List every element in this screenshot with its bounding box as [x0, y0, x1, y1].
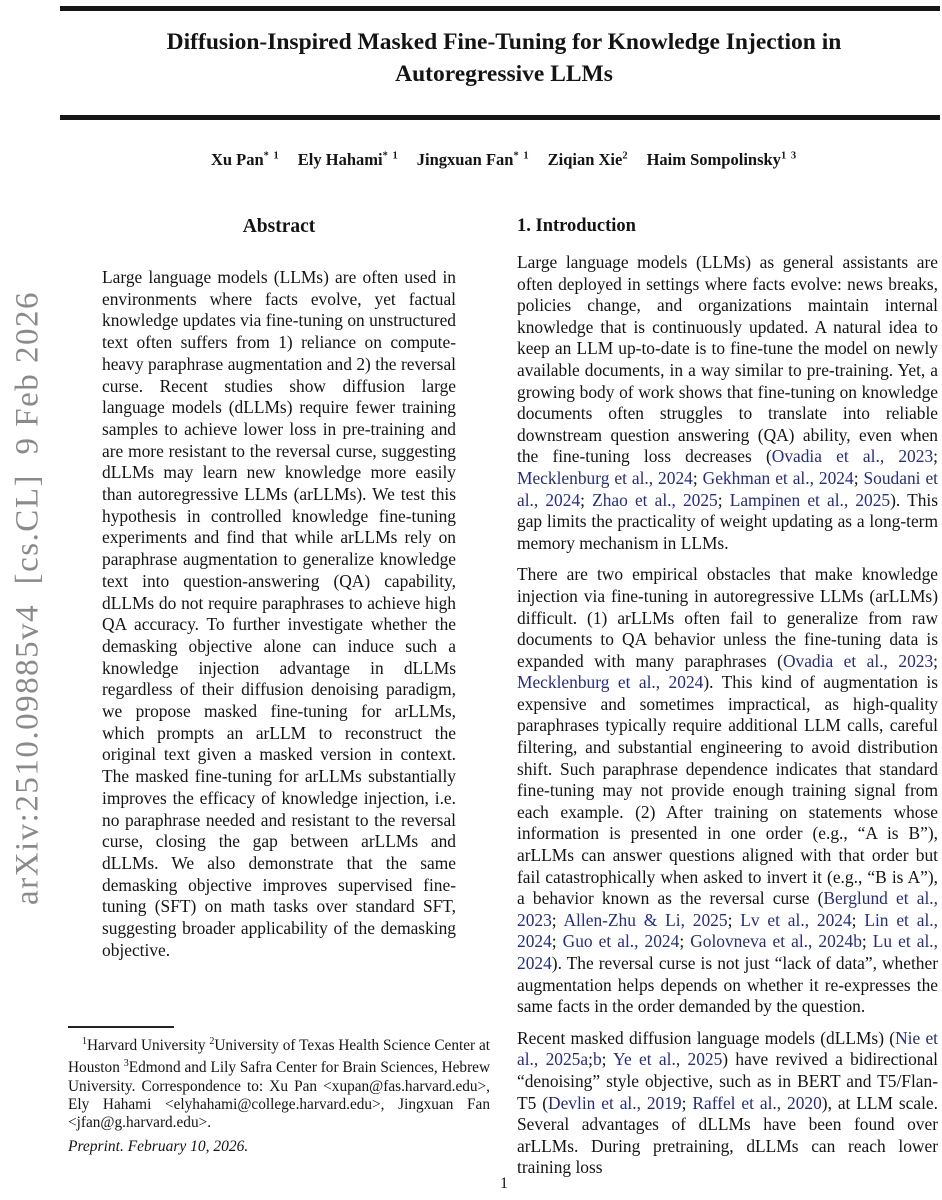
text-run: Large language models (LLMs) as general assistants are often deployed in settings where facts evolve: news breaks, policies change, and organizations maintain internal knowledge that is continuously updated. A natural idea to keep an LLM up-to-date is to fine-tune the model on newly available documents, in a way similar to pre-training. Yet, a growing body of work shows that fine-tuning on knowledge documents often struggles to translate into reliable downstream question answering (QA) ability, even when the fine-tuning loss decreases ( — [517, 252, 938, 467]
text-run: ), at LLM scale. Several advantages of dLLMs have been found over arLLMs. During pretraining, dLLMs can reach lower training loss — [517, 1092, 938, 1178]
citation-link[interactable]: Ovadia et al., 2023 — [782, 650, 934, 671]
author-name: Ely Hahami — [297, 150, 383, 169]
author-name: Xu Pan — [210, 150, 264, 169]
citation-link[interactable]: b — [592, 1049, 602, 1070]
title-rule — [60, 115, 940, 120]
author — [211, 150, 280, 169]
citation-link[interactable]: Berglund et al., 2023 — [517, 888, 938, 930]
citation-link[interactable]: Nie et al., 2025a — [517, 1027, 938, 1070]
citation-link[interactable]: Lv et al., 2024 — [740, 909, 852, 930]
page-number: 1 — [500, 1175, 508, 1192]
author-name: Ziqian Xie — [547, 150, 623, 169]
footnote-marker: 1 — [82, 1036, 87, 1047]
citation-link[interactable]: Mecklenburg et al., 2024 — [517, 467, 693, 488]
text-run: There are two empirical obstacles that make knowledge injection via fine-tuning in autoregressive LLMs (arLLMs) difficult. (1) arLLMs often fail to generalize from raw documents to QA behavior unless the fine-tuning data is expanded with many paraphrases ( — [517, 564, 938, 671]
text-run: ; — [551, 931, 563, 952]
author — [647, 150, 797, 169]
arxiv-banner: arXiv:2510.09885v4 [cs.CL] 9 Feb 2026 — [9, 291, 46, 905]
citation-link[interactable]: Ovadia et al., 2023 — [771, 446, 934, 467]
abstract-text: Large language models (LLMs) are often used in environments where facts evolve, yet factual knowledge updates via fine-tuning on unstructured text often suffers from 1) reliance on compute-heavy paraphrase augmentation and 2) the reversal curse. Recent studies show diffusion large language models (dLLMs) require fewer training samples to achieve lower loss in pre-training and are more resistant to the reversal curse, suggesting dLLMs may learn new knowledge more easily than autoregressive LLMs (arLLMs). We test this hypothesis in controlled knowledge fine-tuning experiments and find that while arLLMs rely on paraphrase augmentation to generalize knowledge text into question-answering (QA) capability, dLLMs do not require paraphrases to achieve high QA accuracy. To further investigate whether the demasking objective alone can induce such a knowledge injection advantage in dLLMs regardless of their diffusion denoising paradigm, we propose masked fine-tuning for arLLMs, which prompts an arLLM to reconstruct the original text given a masked version in context. The masked fine-tuning for arLLMs substantially improves the efficacy of knowledge injection, i.e. no paraphrase needed and resistant to the reversal curse, closing the gap between arLLMs and dLLMs. We also demonstrate that the same demasking objective improves supervised fine-tuning (SFT) on math tasks over standard SFT, suggesting broader applicability of the demasking objective. — [102, 267, 457, 960]
author-name: Jingxuan Fan — [416, 150, 514, 169]
paragraph — [517, 252, 938, 554]
footnote-marker: 2 — [209, 1036, 215, 1047]
citation-link[interactable]: Zhao et al., 2025 — [592, 489, 718, 510]
citation-link[interactable]: Lin et al., 2024 — [517, 909, 938, 952]
text-run: ) have revived a bidirectional “denoising” style objective, such as in BERT and T5/Flan-T5 ( — [517, 1049, 939, 1113]
citation-link[interactable]: Lampinen et al., 2025 — [729, 489, 891, 510]
author-list — [68, 150, 940, 170]
citation-link[interactable]: Golovneva et al., 2024b — [690, 931, 862, 952]
text-run: Harvard University — [87, 1037, 210, 1055]
citation-link[interactable]: Guo et al., 2024 — [562, 931, 680, 952]
preprint-note: Preprint. February 10, 2026. — [68, 1138, 249, 1155]
text-run: ; — [851, 909, 865, 930]
abstract-heading: Abstract — [242, 216, 316, 237]
footnote-text — [68, 1033, 490, 1133]
text-run: ). The reversal curse is not just “lack of data”, whether augmentation helps depends on whether it re-expresses the same facts in the order demanded by the question. — [517, 953, 938, 1017]
text-run: ; — [601, 1049, 614, 1070]
paragraph — [517, 1028, 938, 1179]
author-affiliation-marker: * 1 — [382, 150, 399, 162]
text-run: ; — [717, 489, 730, 510]
author — [548, 150, 629, 169]
text-run: ; — [853, 467, 864, 488]
text-run: ; — [861, 931, 873, 952]
introduction-body — [517, 252, 938, 1179]
text-run: ). This gap limits the practicality of weight updating as a long-term memory mechanism in LLMs. — [517, 489, 938, 553]
text-run: Recent masked diffusion language models (dLLMs) ( — [517, 1027, 896, 1048]
author-name: Haim Sompolinsky — [646, 150, 781, 169]
citation-link[interactable]: Devlin et al., 2019 — [548, 1092, 682, 1113]
author-affiliation-marker: * 1 — [263, 150, 280, 162]
citation-link[interactable]: Raffel et al., 2020 — [692, 1092, 822, 1113]
text-run: University of Texas Health Science Center at Houston — [68, 1037, 490, 1077]
text-run: ; — [679, 931, 691, 952]
left-column — [68, 214, 490, 962]
author-affiliation-marker: 1 3 — [780, 150, 798, 162]
citation-link[interactable]: Lu et al., 2024 — [517, 931, 938, 973]
text-run: ; — [933, 650, 939, 671]
citation-link[interactable]: Soudani et al., 2024 — [517, 467, 939, 510]
introduction-heading: 1. Introduction — [517, 216, 636, 236]
top-rule — [60, 6, 940, 11]
author — [417, 150, 530, 169]
citation-link[interactable]: Gekhman et al., 2024 — [702, 467, 854, 488]
text-run: ). This kind of augmentation is expensive and sometimes impractical, as high-quality paraphrases typically require additional LLM calls, careful filtering, and substantial engineering to avoid distribution shift. Such paraphrase dependence indicates that standard fine-tuning may not provide enough training signal from each example. (2) After training on statements whose information is presented in one order (e.g., “A is B”), arLLMs can answer questions aligned with that order but fail catastrophically when asked to invert it (e.g., “B is A”), a behavior known as the reversal curse ( — [517, 672, 939, 909]
title-line: Autoregressive LLMs — [395, 61, 613, 87]
text-run: ; — [551, 909, 564, 930]
footnote-block — [68, 1026, 490, 1133]
author-affiliation-marker: * 1 — [513, 150, 530, 162]
paper-title — [68, 26, 940, 90]
author — [298, 150, 399, 169]
text-run: ; — [580, 489, 593, 510]
text-run: ; — [588, 1049, 593, 1070]
paragraph — [517, 564, 938, 1017]
text-run: ; — [692, 467, 703, 488]
text-run: ; — [933, 446, 938, 467]
title-line: Diffusion-Inspired Masked Fine-Tuning for Knowledge Injection in — [166, 29, 842, 55]
citation-link[interactable]: Allen-Zhu & Li, 2025 — [563, 909, 728, 930]
footnote-rule — [68, 1026, 174, 1028]
author-affiliation-marker: 2 — [622, 150, 629, 162]
text-run: ; — [727, 909, 741, 930]
text-run: ; — [681, 1092, 693, 1113]
text-run: Edmond and Lily Safra Center for Brain Sciences, Hebrew University. Correspondence to: Xu Pan <xupan@fas.harvard.edu>, Ely Hahami <elyhahami@college.harvard.edu>, Jingxuan Fan <jfan@g.harvard.edu>. — [68, 1059, 490, 1132]
citation-link[interactable]: Ye et al., 2025 — [613, 1049, 723, 1070]
citation-link[interactable]: Mecklenburg et al., 2024 — [517, 672, 704, 693]
footnote-marker: 3 — [123, 1058, 129, 1070]
right-column — [517, 214, 938, 1179]
